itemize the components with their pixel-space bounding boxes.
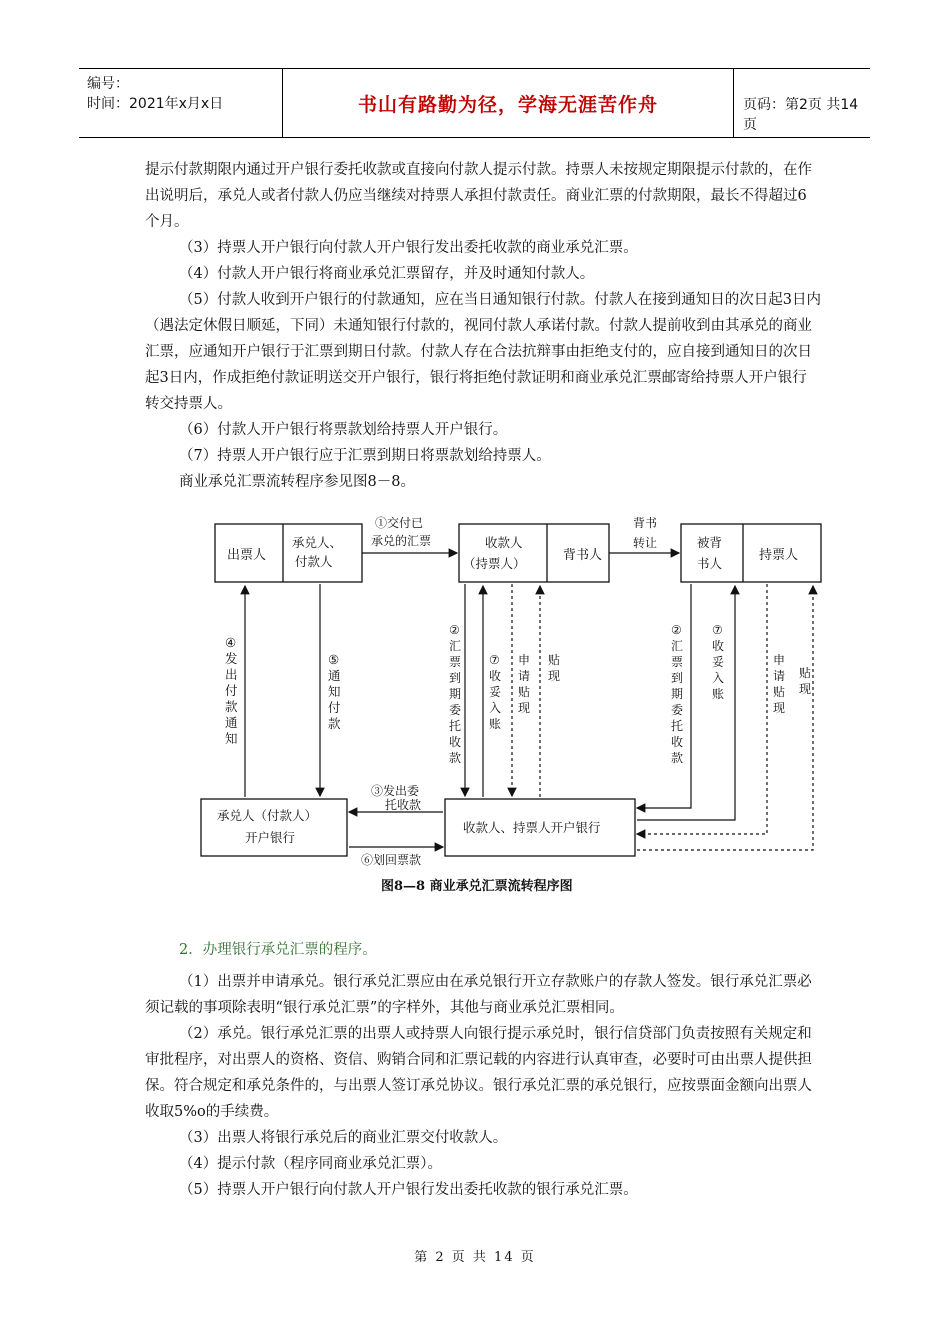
paragraph: （4）提示付款（程序同商业承兑汇票）。: [179, 1156, 442, 1172]
label-endorse-2: 转让: [633, 536, 658, 550]
body-bottom: [145, 937, 821, 1203]
box-endorsee-holder: [681, 524, 821, 582]
paragraph: （5）持票人开户银行向付款人开户银行发出委托收款的银行承兑汇票。: [179, 1182, 638, 1198]
label-endorse-1: 背书: [633, 516, 658, 530]
number-label: 编号：: [87, 76, 129, 92]
body-top: [145, 157, 821, 495]
paragraph: 商业承兑汇票流转程序参见图8－8。: [179, 474, 415, 490]
label-hand-over-2: 承兑的汇票: [371, 534, 432, 548]
page-info: 页码：第2页 共14页: [743, 97, 859, 133]
paragraph: 提示付款期限内通过开户银行委托收款或直接向付款人提示付款。持票人未按规定期限提示付款的，在作出说明后，承兑人或者付款人仍应当继续对持票人承担付款责任。商业汇票的付款期限，最长不得超过6个月。: [145, 162, 812, 230]
paragraph: （6）付款人开户银行将票款划给持票人开户银行。: [179, 422, 508, 438]
label-apply-discount-b: 申请贴现: [773, 653, 786, 715]
payee-label-2: （持票人）: [463, 556, 526, 571]
paragraph: （5）付款人收到开户银行的付款通知，应在当日通知银行付款。付款人在接到通知日的次日起3日内（遇法定休假日顺延，下同）未通知银行付款的，视同付款人承诺付款。付款人提前收到由其承兑的商业汇票，应通知开户银行于汇票到期日付款。付款人存在合法抗辩事由拒绝支付的，应自接到通知日的次日起3日内，作成拒绝付款证明送交开户银行，银行将拒绝付款证明和商业承兑汇票邮寄给持票人开户银行转交持票人。: [145, 292, 821, 412]
label-received-b: ⑦ 收妥入账: [712, 623, 725, 701]
paragraph: （1）出票并申请承兑。银行承兑汇票应由在承兑银行开立存款账户的存款人签发。银行承兑汇票必须记载的事项除表明“银行承兑汇票”的字样外，其他与商业承兑汇票相同。: [145, 974, 812, 1016]
motto: 书山有路勤为径，学海无涯苦作舟: [283, 69, 734, 137]
acceptor-label-2: 付款人: [295, 554, 333, 569]
label-collect-at-maturity-b: ② 汇票到期委托收款: [671, 623, 684, 765]
label-received-a: ⑦ 收妥入账: [489, 653, 502, 731]
diagram-caption: 图8—8 商业承兑汇票流转程序图: [381, 879, 573, 894]
flow-diagram: [195, 512, 845, 920]
acceptor-label-1: 承兑人、: [292, 535, 343, 550]
label-apply-discount-a: 申请贴现: [518, 653, 531, 715]
label-hand-over-1: ①交付已: [375, 516, 424, 530]
paragraph: （3）持票人开户银行向付款人开户银行发出委托收款的商业承兑汇票。: [179, 240, 638, 256]
acceptor-bank-label-1: 承兑人（付款人）: [217, 808, 318, 823]
acceptor-bank-label-2: 开户银行: [245, 830, 296, 845]
label-discount-b: 贴现: [799, 666, 812, 696]
label-notify-payment: ⑤ 通知付款: [328, 652, 341, 731]
payee-label-1: 收款人: [485, 535, 523, 550]
label-discount-a: 贴现: [548, 653, 561, 683]
page-footer: 第 2 页 共 14 页: [414, 1250, 536, 1265]
section-title: 2．办理银行承兑汇票的程序。: [179, 942, 377, 958]
endorsee-label-2: 书人: [697, 556, 723, 571]
endorsee-label-1: 被背: [697, 535, 723, 550]
paragraph: （2）承兑。银行承兑汇票的出票人或持票人向银行提示承兑时，银行信贷部门负责按照有关规定和审批程序，对出票人的资格、资信、购销合同和汇票记载的内容进行认真审查，必要时可由出票人提供担保。符合规定和承兑条件的，与出票人签订承兑协议。银行承兑汇票的承兑银行，应按票面金额向出票人收取5%o的手续费。: [145, 1026, 812, 1120]
label-send-collection-1: ③发出委: [371, 784, 420, 798]
paragraph: （7）持票人开户银行应于汇票到期日将票款划给持票人。: [179, 448, 551, 464]
label-transfer-back: ⑥划回票款: [361, 853, 422, 867]
label-payment-notice: ④ 发出付款通知: [225, 635, 238, 746]
holder-bank-label: 收款人、持票人开户银行: [463, 820, 601, 835]
label-send-collection-2: 托收款: [385, 798, 422, 812]
label-collect-at-maturity: ② 汇票到期委托收款: [449, 623, 462, 765]
header-left-cell: [79, 69, 283, 137]
paragraph: （4）付款人开户银行将商业承兑汇票留存，并及时通知付款人。: [179, 266, 595, 282]
page-header: [79, 68, 870, 138]
time-label: 时间：2021年x月x日: [87, 96, 224, 112]
drawer-label: 出票人: [227, 548, 267, 563]
holder-label: 持票人: [759, 548, 799, 563]
endorser-label: 背书人: [563, 548, 603, 563]
paragraph: （3）出票人将银行承兑后的商业汇票交付收款人。: [179, 1130, 508, 1146]
